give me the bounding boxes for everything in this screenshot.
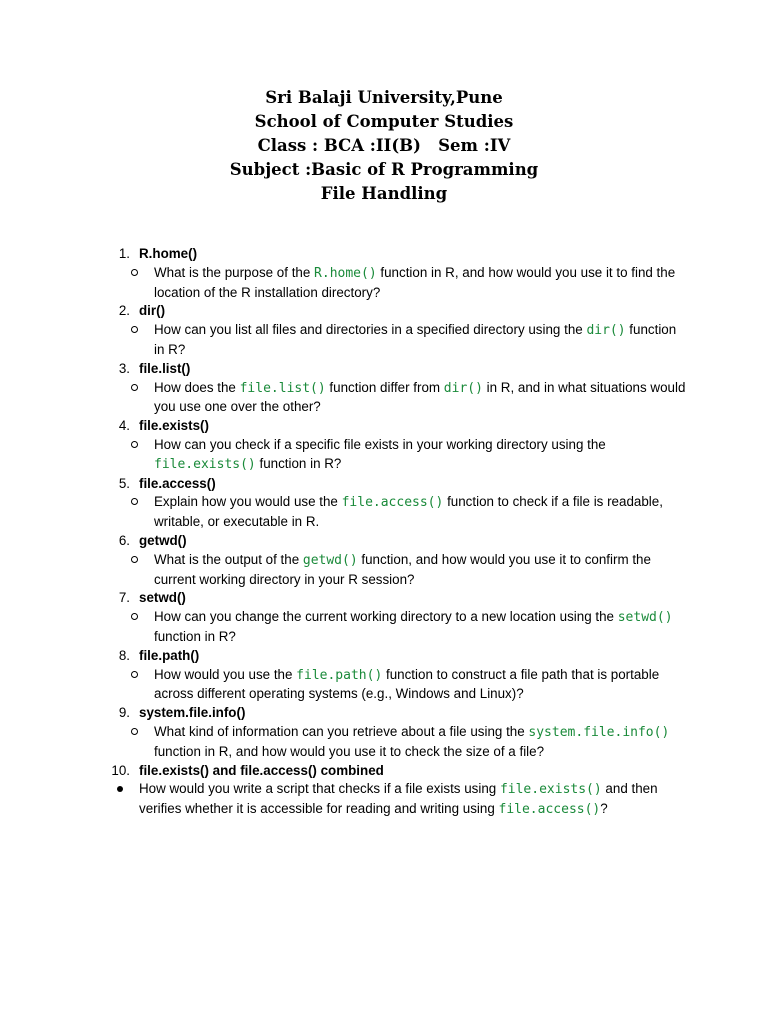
item-title: R.home() [139, 246, 198, 261]
item-title: file.list() [139, 360, 191, 376]
item-title: file.path() [139, 647, 200, 663]
question-text: How would you write a script that checks if a file exists using [139, 781, 500, 797]
sub-question [108, 608, 688, 647]
question-text: function in R, and how would you use it to find the location of the R installation directory? [154, 264, 676, 300]
code-span: file.exists() [499, 782, 602, 798]
list-item [108, 417, 688, 436]
item-number: 5. [118, 475, 130, 491]
question-text: ? [600, 801, 608, 817]
item-title: file.access() [139, 475, 216, 491]
bullet-icon [117, 786, 123, 792]
question-text: What kind of information can you retrieve about a file using the [154, 723, 529, 739]
list-item [108, 475, 688, 494]
sub-question [108, 379, 688, 418]
question-text: and then verifies whether it is accessible for reading and writing using [139, 781, 658, 817]
document-title: File Handling [320, 184, 448, 203]
question-text: function to check if a file is readable, writable, or executable in R. [154, 494, 663, 530]
sub-question [108, 551, 688, 590]
item-title: system.file.info() [139, 705, 246, 721]
item-title: file.exists() and file.access() combined [139, 762, 384, 778]
question-text: How can you check if a specific file exists in your working directory using the [154, 436, 606, 452]
code-span: getwd() [302, 552, 358, 568]
list-item [108, 302, 688, 321]
code-span: system.file.info() [528, 724, 670, 740]
circle-bullet-icon [131, 326, 138, 333]
list-item [108, 647, 688, 666]
sub-question [108, 493, 688, 532]
item-number: 10. [111, 762, 130, 778]
circle-bullet-icon [131, 269, 138, 276]
item-number: 8. [118, 647, 130, 663]
list-item [108, 704, 688, 723]
item-number: 2. [118, 303, 130, 319]
circle-bullet-icon [131, 613, 138, 620]
circle-bullet-icon [131, 728, 138, 735]
sub-question [108, 723, 688, 762]
code-span: file.access() [498, 802, 601, 818]
item-number: 6. [118, 532, 130, 548]
code-span: dir() [586, 323, 626, 339]
question-text: function to construct a file path that is portable across different operating systems (e.g., Windows and Linux)? [154, 666, 660, 702]
code-span: file.list() [239, 380, 326, 396]
item-number: 9. [118, 705, 130, 721]
sub-question [108, 666, 688, 705]
question-text: How can you list all files and directories in a specified directory using the [154, 322, 587, 338]
school-name: School of Computer Studies [254, 112, 514, 131]
item-title: setwd() [139, 590, 186, 606]
item-title: dir() [139, 303, 166, 319]
question-text: function differ from [325, 379, 444, 395]
circle-bullet-icon [131, 498, 138, 505]
item-number: 3. [118, 360, 130, 376]
item-title: getwd() [139, 532, 187, 548]
list-item [108, 589, 688, 608]
list-item [108, 245, 688, 264]
code-span: setwd() [617, 610, 673, 626]
question-text: What is the output of the [154, 551, 303, 567]
question-list [108, 245, 688, 820]
sub-question [108, 436, 688, 475]
item-title: file.exists() [139, 418, 209, 434]
list-item [108, 532, 688, 551]
code-span: dir() [443, 380, 483, 396]
question-text: How does the [154, 379, 240, 395]
university-name: Sri Balaji University,Pune [265, 88, 503, 107]
document-header [0, 86, 768, 206]
question-text: What is the purpose of the [154, 264, 315, 280]
item-number: 7. [118, 590, 130, 606]
list-item [108, 360, 688, 379]
question-text: function in R? [154, 322, 677, 357]
item-number: 1. [118, 246, 130, 261]
question-text: function in R? [154, 628, 236, 644]
final-question [108, 780, 688, 820]
sub-question [108, 321, 688, 360]
question-text: in R, and in what situations would you use one over the other? [154, 379, 686, 415]
item-number: 4. [118, 418, 130, 434]
circle-bullet-icon [131, 556, 138, 563]
question-text: function in R, and how would you use it to check the size of a file? [154, 743, 545, 759]
subject-info: Subject :Basic of R Programming [229, 160, 539, 179]
list-item [108, 762, 688, 781]
circle-bullet-icon [131, 441, 138, 448]
circle-bullet-icon [131, 671, 138, 678]
code-span: file.exists() [154, 456, 256, 472]
circle-bullet-icon [131, 384, 138, 391]
sub-question [108, 264, 688, 303]
class-info: Class : BCA :II(B) Sem :IV [257, 136, 511, 155]
question-text: How would you use the [154, 666, 297, 682]
question-text: function in R? [255, 455, 342, 471]
question-text: Explain how you would use the [154, 494, 342, 510]
code-span: file.path() [296, 667, 383, 683]
question-text: How can you change the current working directory to a new location using the [154, 609, 618, 625]
question-text: function, and how would you use it to confirm the current working directory in your R session? [154, 551, 651, 587]
code-span: file.access() [341, 495, 444, 511]
code-span: R.home() [314, 265, 377, 281]
